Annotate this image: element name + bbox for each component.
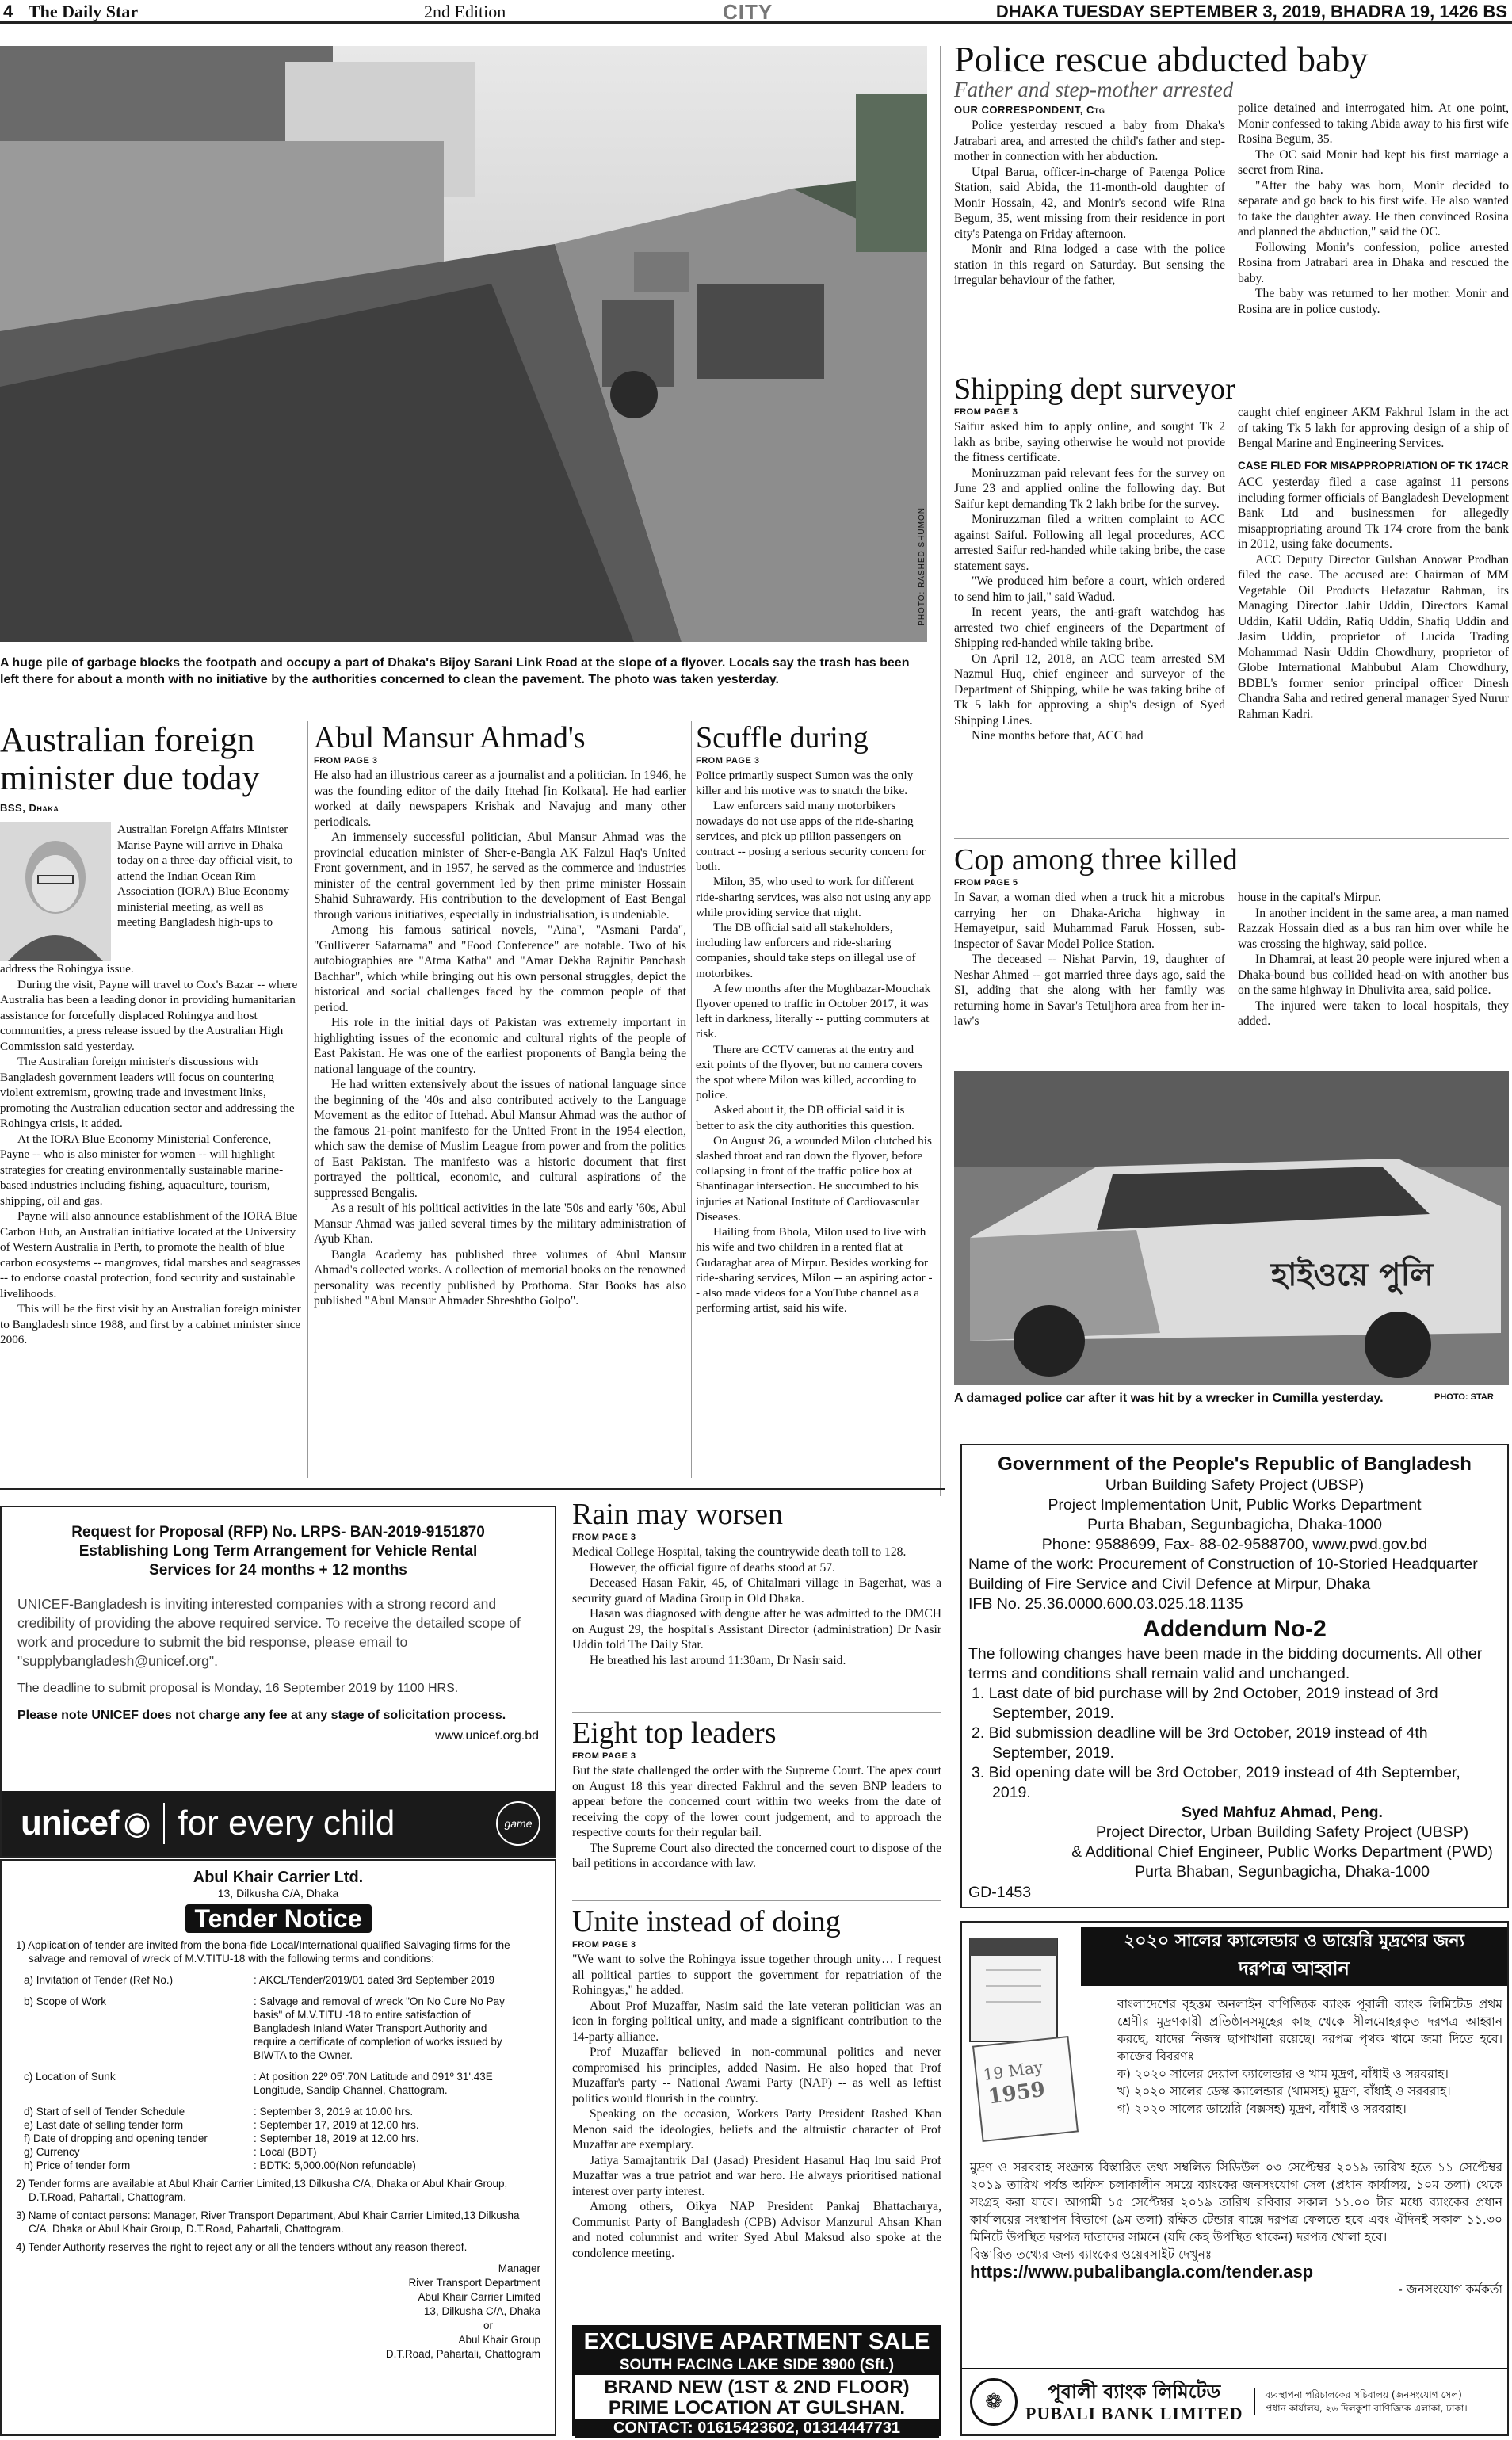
bank-name [1025, 2380, 1243, 2424]
rfp-title-line: Establishing Long Term Arrangement for Vehicle Rental [78, 1543, 478, 1560]
paragraph: Hailing from Bhola, Milon used to live with his wife and two children in a rented flat at Gudaraghat area of Mirpur. Besides working for ride-sharing services, Milon -- an aspiring actor -- also made videos for a YouTube channel as a performing artist, said his wife. [696, 1225, 933, 1315]
section-divider [0, 1488, 945, 1490]
photo-credit: PHOTO: RASHED SHUMON [918, 507, 926, 626]
paragraph: The injured were taken to local hospitals, they added. [1238, 999, 1509, 1028]
govt-signature [1063, 1803, 1501, 1882]
unicef-ad [0, 1506, 556, 1858]
headline: Unite instead of doing [572, 1905, 841, 1938]
signoff: - জনসংযোগ কর্মকর্তা [1398, 2282, 1502, 2297]
apartment-headline: EXCLUSIVE APARTMENT SALE [575, 2327, 939, 2356]
paragraph: house in the capital's Mirpur. [1238, 891, 1381, 904]
column-1 [954, 890, 1225, 1029]
stamp-date: 19 May [982, 2056, 1044, 2085]
pubali-heading-2: দরপত্র আহ্বান [1239, 1957, 1350, 1980]
paragraph: Payne will also announce establishment of the IORA Blue Carbon Hub, an Australian initiative located at the University of Western Australia in Perth, to promote the health of blue carbon ecosystems -- mangroves, tidal marshes and seagrasses -- to endorse coastal protection, food security and sustainable livelihoods. [0, 1209, 301, 1300]
paragraph: The Australian foreign minister's discussions with Bangladesh government leaders will focus on countering violent extremism, growing trade and investment links, promoting the Australian education sector and addressing the Rohingya crisis, it added. [0, 1055, 295, 1130]
paragraph: Saifur asked him to apply online, and sought Tk 2 lakh as bribe, saying otherwise he would not provide the fitness certificate. [954, 420, 1225, 464]
column-2 [1238, 405, 1509, 744]
paragraph: "We want to solve the Rohingya issue together through unity… I request all political parties to support the government for repatriation of the Rohingyas," he added. [572, 1953, 941, 1997]
paragraph: There are CCTV cameras at the entry and exit points of the flyover, but no camera covers the spot where Milon was killed, according to police. [696, 1042, 923, 1102]
headline: Police rescue abducted baby [954, 39, 1369, 79]
signature-line: Project Director, Urban Building Safety Project (UBSP) [1095, 1823, 1469, 1841]
paragraph: However, the official figure of deaths stood at 57. [590, 1560, 836, 1575]
headline: Shipping dept surveyor [954, 372, 1235, 406]
paragraph: On August 26, a wounded Milon clutched his slashed throat and ran down the flyover, before collapsing in front of the traffic police box at Shantinagar intersection. He succumbed to his injuries at National Institute of Cardiovascular Diseases. [696, 1133, 932, 1224]
column-rule [691, 721, 692, 1478]
edition: 2nd Edition [424, 2, 506, 21]
tender-item: 1) Application of tender are invited from the bona-fide Local/International qualified Salvaging firms for the salvage and removal of wreck of M.V.TITU-18 with the following terms and conditions: [16, 1939, 510, 1965]
column-2 [1238, 890, 1509, 1029]
body [572, 1952, 941, 2261]
page-number: 4 [3, 2, 13, 21]
column-rule [940, 46, 941, 1496]
kicker: FROM PAGE 3 [696, 756, 760, 766]
term-label: b) Scope of Work [24, 1995, 107, 2007]
calendar-illustration [962, 1923, 1081, 2144]
govt-line: Project Implementation Unit, Public Works Department [1048, 1496, 1422, 1514]
garbage-photo [0, 46, 927, 642]
signature-line: D.T.Road, Pahartali, Chattogram [385, 2348, 540, 2360]
headline: Rain may worsen [572, 1498, 783, 1531]
addendum-changes [968, 1684, 1501, 1803]
tender-item: 4) Tender Authority reserves the right to reject any or all the tenders without any reason thereof. [16, 2241, 468, 2253]
signature-line: Abul Khair Group [458, 2334, 540, 2346]
headline: Cop among three killed [954, 843, 1238, 876]
term-label: h) Price of tender form [24, 2159, 131, 2171]
term-value: : At position 22º 05'.70N Latitude and 091º 31'.43E Longitude, Sandip Channel, Chattogram. [254, 2071, 493, 2096]
byline: OUR CORRESPONDENT, Ctg [954, 104, 1105, 116]
pubali-schedule [970, 2159, 1502, 2298]
paragraph: Medical College Hospital, taking the countrywide death toll to 128. [572, 1545, 907, 1559]
change-item: 3. Bid opening date will be 3rd October, 2019 instead of 4th September, 2019. [972, 1764, 1460, 1801]
apartment-line: PRIME LOCATION AT GULSHAN. [608, 2397, 906, 2419]
tagline: for every child [178, 1804, 395, 1842]
dateline: DHAKA TUESDAY SEPTEMBER 3, 2019, BHADRA 19, 1426 BS [995, 2, 1507, 21]
pubali-ad [960, 1921, 1509, 2436]
paragraph: Bangla Academy has published three volumes of Abul Mansur Ahmad's collected works. A collection of memorial books on the renowned personality was recently published by Prothoma. Star Books has also published "Abul Mansur Ahmader Shreshtho Golpo". [314, 1247, 686, 1308]
rfp-title-line: Request for Proposal (RFP) No. LRPS- BAN-2019-9151870 [71, 1524, 485, 1541]
paragraph: Prof Muzaffar believed in non-communal politics and never compromised his principles, added Nasim. He also hoped that Prof Muzaffar's party -- National Awami Party (NAP) -- as well as leftist politics would flourish in the country. [572, 2045, 941, 2106]
paragraph: Utpal Barua, officer-in-charge of Patenga Police Station, said Abida, the 11-month-old daughter of Monir Hossain, 42, and Monir's second wife Rina Begum, 35, went missing from their residence in port city's Patenga on Friday afternoon. [954, 165, 1225, 241]
pubali-banner [1081, 1927, 1507, 1986]
scuffle-article [696, 721, 934, 1315]
paragraph: Monir and Rina lodged a case with the police station in this regard on Saturday. But sensing the irregular behaviour of the father, [954, 242, 1225, 287]
company-name: Abul Khair Carrier Ltd. [193, 1869, 364, 1886]
paragraph: He also had an illustrious career as a journalist and a politician. In 1946, he was the founding editor of the daily Ittehad [in Kolkata]. He had earlier worked at daily newspapers Krishak and Navajug and many other periodicals. [314, 769, 686, 829]
tender-body [16, 1938, 540, 2362]
term-label: e) Last date of selling tender form [24, 2119, 184, 2131]
tender-item: 3) Name of contact persons: Manager, River Transport Department, Abul Khair Carrier Limited,13 Dilkusha C/A, Dhaka or Abul Khair Group, D.T.Road, Pahartali, Chattogram. [16, 2209, 520, 2235]
paragraph: In recent years, the anti-graft watchdog has arrested two chief engineers of the Department of Shipping red-handed while taking bribe. [954, 605, 1225, 650]
eight-leaders-article [572, 1716, 941, 1872]
paragraph: The deceased -- Nishat Parvin, 19, daughter of Neshar Ahmed -- got married three days ago, said the SI, adding that she along with her family was returning home in Savar's Tetuljhora area from her in-law's [954, 953, 1225, 1028]
paragraph: He had written extensively about the issues of national language since the beginning of the '40s and also contributed actively to the Language Movement as the editor of Ittehad. Abul Mansur Ahmad was the author of the famous 21-point manifesto for the United Front in the 1954 election, which saw the demise of Muslim League from power and from the politics of East Pakistan. The manifesto was a historic document that first portrayed the political, economic, and cultural aspirations of the suppressed Bengalis. [314, 1078, 686, 1200]
govt-ad [960, 1444, 1509, 1908]
term-label: f) Date of dropping and opening tender [24, 2133, 208, 2144]
ifb-number: IFB No. 25.36.0000.600.03.025.18.1135 [968, 1595, 1243, 1613]
section-name: CITY [723, 0, 773, 24]
term-value: : September 18, 2019 at 12.00 hrs. [254, 2133, 419, 2144]
column-2 [1238, 101, 1509, 317]
pubali-intro: বাংলাদেশের বৃহত্তম অনলাইন বাণিজ্যিক ব্যাংক পূবালী ব্যাংক লিমিটেড প্রথম শ্রেণীর মুদ্রণকারী প্রতিষ্ঠানসমূহের কাছ থেকে সীলমোহরকৃত দরপত্র আহ্বান করছে, যাদের নিজস্ব ছাপাখানা রয়েছে। দরপত্র পৃথক খামে জমা দিতে হবে। কাজের বিবরণঃ [1117, 1997, 1502, 2064]
term-value: : September 3, 2019 at 10.00 hrs. [254, 2106, 414, 2117]
signature-line: 13, Dilkusha C/A, Dhaka [423, 2305, 540, 2317]
paragraph: Police primarily suspect Sumon was the only killer and his motive was to snatch the bike. [696, 769, 914, 798]
page-header [0, 0, 1512, 24]
wrap-text: Australian Foreign Affairs Minister Marise Payne will arrive in Dhaka today on a three-day official visit, to attend the Indian Ocean Rim Association (IORA) Blue Economy ministerial meeting, as well as meeting Bangladesh high-ups to [117, 823, 293, 929]
paragraph: ACC Deputy Director Gulshan Anowar Prodhan filed the case. The accused are: Chairman of MM Vegetable Oil Products Hefazatur Rahman, its Managing Director Jahir Uddin, Directors Kamal Uddin, Kafil Uddin, Rafiq Uddin, Shafiq Uddin and Jasim Uddin, proprietor of Lucida Trading Mohammad Nasir Uddin Chowdhury, proprietor of Globe International Mahbubul Alam Chowdhury, BDBL's former senior principal officer Dinesh Chandra Saha and retired general manager Syed Nurur Rahman Kadri. [1238, 552, 1509, 721]
abul-mansur-article [314, 721, 686, 1309]
paragraph: On April 12, 2018, an ACC team arrested SM Nazmul Huq, chief engineer and surveyor of the Department of Shipping, while he was taking bribe of Tk 5 lakh for approving a ship's design of Syed Shipping Lines. [954, 651, 1225, 727]
bank-address: ব্যবস্থাপনা পরিচালকের সচিবালয় (জনসংযোগ সেল) প্রধান কার্যালয়, ২৬ দিলকুশা বাণিজ্যিক এলাকা, ঢাকা। [1254, 2388, 1468, 2415]
paragraph: About Prof Muzaffar, Nasim said the late veteran politician was an icon in forging political unity, and made a significant contribution to the 14-party alliance. [572, 1999, 941, 2044]
work-item: ক) ২০২০ সালের দেয়াল ক্যালেন্ডার ও খাম মুদ্রণ, বাঁধাই ও সরবরাহ। [1117, 2067, 1449, 2081]
apartment-ad [572, 2325, 941, 2436]
paragraph: Moniruzzman filed a written complaint to ACC against Saiful. Following all legal procedures, ACC arrested Saifur red-handed while taking bribe, the case statement says. [954, 513, 1225, 573]
body [0, 961, 301, 1348]
photo-caption: A damaged police car after it was hit by a wrecker in Cumilla yesterday. [954, 1392, 1384, 1405]
paragraph: During the visit, Payne will travel to Cox's Bazar -- where Australia has been a leading donor in providing humanitarian assistance for forcefully displaced Rohingya and host communities, a press release issued by the Australian High Commission said yesterday. [0, 977, 298, 1053]
paragraph: Hasan was diagnosed with dengue after he was admitted to the DMCH on August 29, the hospital's Assistant Director (administration) Dr Nasir Uddin told The Daily Star. [572, 1607, 941, 1651]
term-value: : Salvage and removal of wreck "On No Cure No Pay basis" of M.V.TITU -18 to entire satisfaction of Bangladesh Inland Water Transport Authority and require a certificate of completion of works issued by BIWTA to the Owner. [254, 1995, 505, 2061]
signature-line: Purta Bhaban, Segunbagicha, Dhaka-1000 [1135, 1863, 1430, 1881]
paragraph: The DB official said all stakeholders, including law enforcers and ride-sharing companies, should take steps on illegal use of motorbikes. [696, 921, 916, 980]
unicef-banner [2, 1791, 555, 1856]
term-label: a) Invitation of Tender (Ref No.) [24, 1974, 174, 1986]
subhead: CASE FILED FOR MISAPPROPRIATION OF TK 174CR [1238, 459, 1509, 472]
paragraph: His role in the initial days of Pakistan was extremely important in highlighting issues of the economic and cultural rights of the people of East Pakistan. He was one of the earliest proponents of Bangla being the national language of the country. [314, 1016, 686, 1076]
paragraph: address the Rohingya issue. [0, 962, 134, 976]
paragraph: ACC yesterday filed a case against 11 persons including former officials of Bangladesh Development Bank Ltd and businessmen for allegedly misappropriating around Tk 174 crore from the bank in 2012, using fake documents. [1238, 475, 1509, 551]
rfp-title [17, 1523, 539, 1580]
australian-article [0, 721, 301, 1348]
paragraph: An immensely successful politician, Abul Mansur Ahmad was the provincial education minister of Sher-e-Bangla AK Falzul Haq's United Front government, and in 1957, he served as the commerce and industries minister of the central government led by then prime minister Hossain Shahid Suhrawardy. His contribution to the development of East Bengal through various initiatives, especially in industrialisation, is undeniable. [314, 831, 686, 922]
pubali-heading: ২০২০ সালের ক্যালেন্ডার ও ডায়েরি মুদ্রণের জন্য [1123, 1931, 1465, 1951]
paragraph: Law enforcers said many motorbikers nowadays do not use apps of the ride-sharing services, and pick up pillion passengers on contract -- posing a serious security concern for both. [696, 799, 926, 874]
paragraph: The baby was returned to her mother. Monir and Rosina are in police custody. [1238, 287, 1509, 316]
work-name: Name of the work: Procurement of Construction of 10-Storied Headquarter Building of Fire Service and Civil Defence at Mirpur, Dhaka [968, 1556, 1478, 1593]
paragraph: Milon, 35, who used to work for different ride-sharing services, was also not using any app while providing service that night. [696, 875, 931, 919]
paragraph: In another incident in the same area, a man named Razzak Hossain died as a bus ran him over while he was crossing the highway, said police. [1238, 906, 1509, 951]
gd-code: GD-1453 [968, 1884, 1032, 1901]
cop-article [954, 843, 1509, 1029]
term-value: : AKCL/Tender/2019/01 dated 3rd September 2019 [254, 1974, 494, 1986]
headline: Australian foreign minister due today [0, 720, 260, 797]
addendum-title: Addendum No-2 [1143, 1616, 1327, 1642]
schedule-text: মুদ্রণ ও সরবরাহ সংক্রান্ত বিস্তারিত তথ্য সম্বলিত সিডিউল ০৩ সেপ্টেম্বর ২০১৯ তারিখ হতে ১১ সেপ্টেম্বর ২০১৯ তারিখ পর্যন্ত অফিস চলাকালীন সময়ে ব্যাংকের জনসংযোগ সেল (প্রধান কার্যালয়, ১০ম তলা) থেকে সংগ্রহ করা যাবে। আগামী ১৫ সেপ্টেম্বর ২০১৯ তারিখ রবিবার সকাল ১১.০০ টার মধ্যে ব্যাংকের প্রধান কার্যালয়ের সংস্থাপন বিভাগে (৯ম তলা) রক্ষিত টেন্ডার বাক্সে দরপত্র ফেলতে হবে এবং ঐদিনই সকাল ১১.৩০ মিনিটে উপস্থিত দরপত্র দাতাদের সামনে (যদি কেহ উপস্থিত থাকেন) দরপত্র খোলা হবে। [970, 2160, 1502, 2244]
body [572, 1545, 941, 1668]
tender-title: Tender Notice [185, 1904, 372, 1933]
pubali-body [1117, 1995, 1502, 2117]
unite-article [572, 1905, 941, 2261]
paragraph: The OC said Monir had kept his first marriage a secret from Rina. [1238, 147, 1509, 177]
term-value: : BDTK: 5,000.00(Non refundable) [254, 2159, 416, 2171]
photo-credit: PHOTO: STAR [1434, 1392, 1494, 1402]
paragraph: A few months after the Moghbazar-Mouchak flyover opened to traffic in October 2017, it was left in darkness, literally -- putting commuters at risk. [696, 981, 931, 1041]
term-label: d) Start of sell of Tender Schedule [24, 2106, 185, 2117]
term-value: : September 17, 2019 at 12.00 hrs. [254, 2119, 419, 2131]
game-logo: game [496, 1801, 540, 1846]
tender-item: 2) Tender forms are available at Abul Khair Carrier Limited,13 Dilkusha C/A, Dhaka or Abul Khair Group, D.T.Road, Pahartali, Chattogram. [16, 2178, 508, 2203]
subheadline: Father and step-mother arrested [954, 78, 1234, 101]
kicker: FROM PAGE 5 [954, 878, 1018, 888]
paragraph: Speaking on the occasion, Workers Party President Rashed Khan Menon said the ideologies, beliefs and the altruistic character of Prof Muzaffar are exemplary. [572, 2107, 941, 2152]
paragraph: In Dhamrai, at least 20 people were injured when a Dhaka-bound bus collided head-on with another bus on the same highway in Dhulivita area, said police. [1238, 953, 1509, 997]
change-item: 2. Bid submission deadline will be 3rd October, 2019 instead of 4th September, 2019. [972, 1724, 1428, 1762]
paragraph: "We produced him before a court, which ordered to send him to jail," said Wadud. [954, 575, 1225, 604]
paragraph: Police yesterday rescued a baby from Dhaka's Jatrabari area, and arrested the child's father and step-mother in connection with her abduction. [954, 119, 1225, 163]
govt-line: Urban Building Safety Project (UBSP) [1105, 1476, 1365, 1494]
signature-line: River Transport Department [408, 2277, 540, 2289]
column-1 [954, 118, 1225, 317]
paragraph: caught chief engineer AKM Fakhrul Islam in the act of taking Tk 5 lakh for approving design of a ship of Bengal Marine and Engineering Services. [1238, 406, 1509, 450]
paragraph: In Savar, a woman died when a truck hit a microbus carrying her on Dhaka-Aricha highway in Hemayetpur, said Muhammad Faruk Hossen, sub-inspector of Savar Model Police Station. [954, 891, 1225, 951]
paragraph: Nine months before that, ACC had [972, 729, 1144, 743]
paragraph: "After the baby was born, Monir decided to separate and go back to his first wife. He also wanted to take the daughter away. He then convinced Rosina and planned the abduction," said the OC. [1238, 178, 1509, 239]
tender-signature [16, 2262, 540, 2362]
signature-line: & Additional Chief Engineer, Public Works Department (PWD) [1071, 1843, 1493, 1861]
paragraph: This will be the first visit by an Australian foreign minister to Bangladesh since 1988, and first by a cabinet minister since 2006. [0, 1302, 301, 1346]
govt-line: Purta Bhaban, Segunbagicha, Dhaka-1000 [1087, 1516, 1382, 1533]
term-value: : Local (BDT) [254, 2146, 317, 2158]
rfp-deadline: The deadline to submit proposal is Monday, 16 September 2019 by 1100 HRS. [17, 1682, 459, 1695]
body [572, 1763, 941, 1872]
divider [954, 838, 1509, 839]
paragraph: Asked about it, the DB official said it is better to ask the city authorities this question. [696, 1103, 914, 1132]
divider [572, 1712, 941, 1713]
police-car-photo [954, 1071, 1509, 1385]
garbage-photo-art [0, 46, 927, 642]
govt-header [968, 1476, 1501, 1555]
paragraph: Among others, Oikya NAP President Pankaj Bhattacharya, Communist Party of Bangladesh (CPB) Advisor Manzurul Ahsan Khan and noted columnist and writer Syed Abul Maksud also spoke at the condolence meeting. [572, 2200, 941, 2260]
headline: Scuffle during [696, 721, 869, 754]
pubali-url[interactable]: https://www.pubalibangla.com/tender.asp [970, 2262, 1314, 2282]
addendum-intro: The following changes have been made in the bidding documents. All other terms and conditions shall remain valid and unchanged. [968, 1645, 1483, 1682]
body [314, 768, 686, 1309]
bank-logo-icon: ❁ [970, 2378, 1018, 2426]
stamp-year: 1959 [986, 2077, 1047, 2110]
column-1 [954, 419, 1225, 744]
apartment-contact[interactable]: CONTACT: 01615423602, 01314447731 [575, 2419, 939, 2438]
signature-line: Manager [498, 2262, 540, 2274]
police-rescue-article [954, 40, 1509, 317]
unicef-url[interactable]: www.unicef.org.bd [435, 1729, 539, 1743]
change-item: 1. Last date of bid purchase will by 2nd October, 2019 instead of 3rd September, 2019. [972, 1685, 1438, 1722]
column-rule [307, 721, 308, 1478]
bank-name-en: PUBALI BANK LIMITED [1025, 2404, 1243, 2423]
paragraph: Moniruzzman paid relevant fees for the survey on June 23 and applied online the following day. But Saifur kept demanding Tk 2 lakh bribe for the survey. [954, 466, 1225, 511]
banner-divider [163, 1803, 165, 1844]
headline: Eight top leaders [572, 1716, 777, 1750]
paragraph: Among his famous satirical novels, "Aina", "Asmani Parda", "Gulliverer Safarnama" and "Food Conference" are notable. Two of his autobiographies are "Atma Katha" and "Amar Dekha Rajnitir Panchash Bachhar", which while bringing out his own personal struggles, depict the historical and social challenges faced by the common people of that period. [314, 923, 686, 1014]
masthead: The Daily Star [29, 2, 139, 21]
term-label: c) Location of Sunk [24, 2071, 116, 2083]
kicker: FROM PAGE 3 [572, 1751, 636, 1761]
bank-name-bn: পূবালী ব্যাংক লিমিটেড [1048, 2381, 1221, 2403]
rain-article [572, 1498, 941, 1668]
paragraph: Following Monir's confession, police arrested Rosina from Jatrabari area in Dhaka and rescued the baby. [1238, 240, 1509, 285]
rfp-intro: UNICEF-Bangladesh is inviting interested companies with a strong record and credibility of providing the above required service. To receive the detailed scope of work and procedure to submit the bid response, please email to "supplybangladesh@unicef.org". [17, 1596, 521, 1669]
globe-icon: ◉ [123, 1806, 151, 1841]
kicker: FROM PAGE 3 [314, 756, 378, 766]
paragraph: Deceased Hasan Fakir, 45, of Chitalmari village in Bagerhat, was a security guard of Madina Group in Old Dhaka. [572, 1576, 941, 1606]
website-label: বিস্তারিত তথ্যের জন্য ব্যাংকের ওয়েবসাইট দেখুনঃ [970, 2247, 1212, 2262]
calendar-art [962, 1923, 1081, 2144]
portrait-art [0, 822, 111, 961]
term-label: g) Currency [24, 2146, 80, 2158]
kicker: FROM PAGE 3 [954, 407, 1018, 417]
shipping-article [954, 372, 1509, 744]
paragraph: Jatiya Samajtantrik Dal (Jasad) President Hasanul Haq Inu said Prof Muzaffar was a true patriot and war hero. He always prioritised national interest over party interest. [572, 2153, 941, 2198]
signature-line: Abul Khair Carrier Limited [418, 2291, 540, 2303]
rfp-note: Please note UNICEF does not charge any fee at any stage of solicitation process. [17, 1709, 506, 1722]
photo-caption: A huge pile of garbage blocks the footpath and occupy a part of Dhaka's Bijoy Sarani Link Road at the slope of a flyover. Locals say the trash has been left there for about a month with no initiative by the authorities concerned to clean the pavement. The photo was taken yesterday. [0, 656, 910, 686]
minister-portrait [0, 822, 111, 961]
tender-ad [0, 1859, 556, 2436]
govt-title: Government of the People's Republic of Bangladesh [998, 1453, 1472, 1475]
signature-line: or [483, 2320, 493, 2331]
work-item: খ) ২০২০ সালের ডেস্ক ক্যালেন্ডার (খামসহ) মুদ্রণ, বাঁধাই ও সরবরাহ। [1117, 2084, 1451, 2098]
unicef-logo: unicef [21, 1804, 119, 1842]
apartment-subline: SOUTH FACING LAKE SIDE 3900 (Sft.) [575, 2356, 939, 2375]
pubali-footer [962, 2368, 1507, 2434]
paragraph: But the state challenged the order with the Supreme Court. The apex court on August 18 this year directed Fakhrul and the seven BNP leaders to appear before the concerned court within two weeks from the date of receiving the copy of the lower court judgement, and to approach the respective courts for their regular bail. [572, 1764, 941, 1839]
byline: BSS, Dhaka [0, 802, 59, 814]
divider [572, 1900, 941, 1901]
tender-table [24, 1973, 540, 2172]
car-lettering: হাইওয়ে পুলি [1271, 1257, 1434, 1293]
govt-line: Phone: 9588699, Fax- 88-02-9588700, www.pwd.gov.bd [1041, 1536, 1428, 1553]
headline: Abul Mansur Ahmad's [314, 721, 586, 754]
paragraph: police detained and interrogated him. At one point, Monir confessed to taking Abida away to his first wife Rosina Begum, 35. [1238, 101, 1509, 146]
police-car-art [954, 1071, 1509, 1385]
company-address: 13, Dilkusha C/A, Dhaka [217, 1887, 339, 1900]
work-item: গ) ২০২০ সালের ডায়েরি (বক্সসহ) মুদ্রণ, বাঁধাই ও সরবরাহ। [1117, 2102, 1407, 2116]
paragraph: The Supreme Court also directed the concerned court to dispose of the bail petitions in accordance with law. [572, 1841, 941, 1870]
kicker: FROM PAGE 3 [572, 1533, 636, 1542]
paragraph: He breathed his last around 11:30am, Dr Nasir said. [590, 1653, 846, 1667]
apartment-line: BRAND NEW (1ST & 2ND FLOOR) [604, 2377, 910, 2398]
signature-line: Syed Mahfuz Ahmad, Peng. [1182, 1804, 1383, 1821]
paragraph: At the IORA Blue Economy Ministerial Conference, Payne -- who is also minister for women -- will highlight strategies for creating environmentally sustainable marine-based industries including fishing, aquaculture, tourism, shipping, oil and gas. [0, 1132, 284, 1208]
kicker: FROM PAGE 3 [572, 1940, 636, 1949]
paragraph: As a result of his political activities in the late '50s and early '60s, Abul Mansur Ahmad was jailed several times by the military administration of Ayub Khan. [314, 1201, 686, 1246]
body [696, 768, 934, 1315]
rfp-title-line: Services for 24 months + 12 months [149, 1562, 407, 1579]
